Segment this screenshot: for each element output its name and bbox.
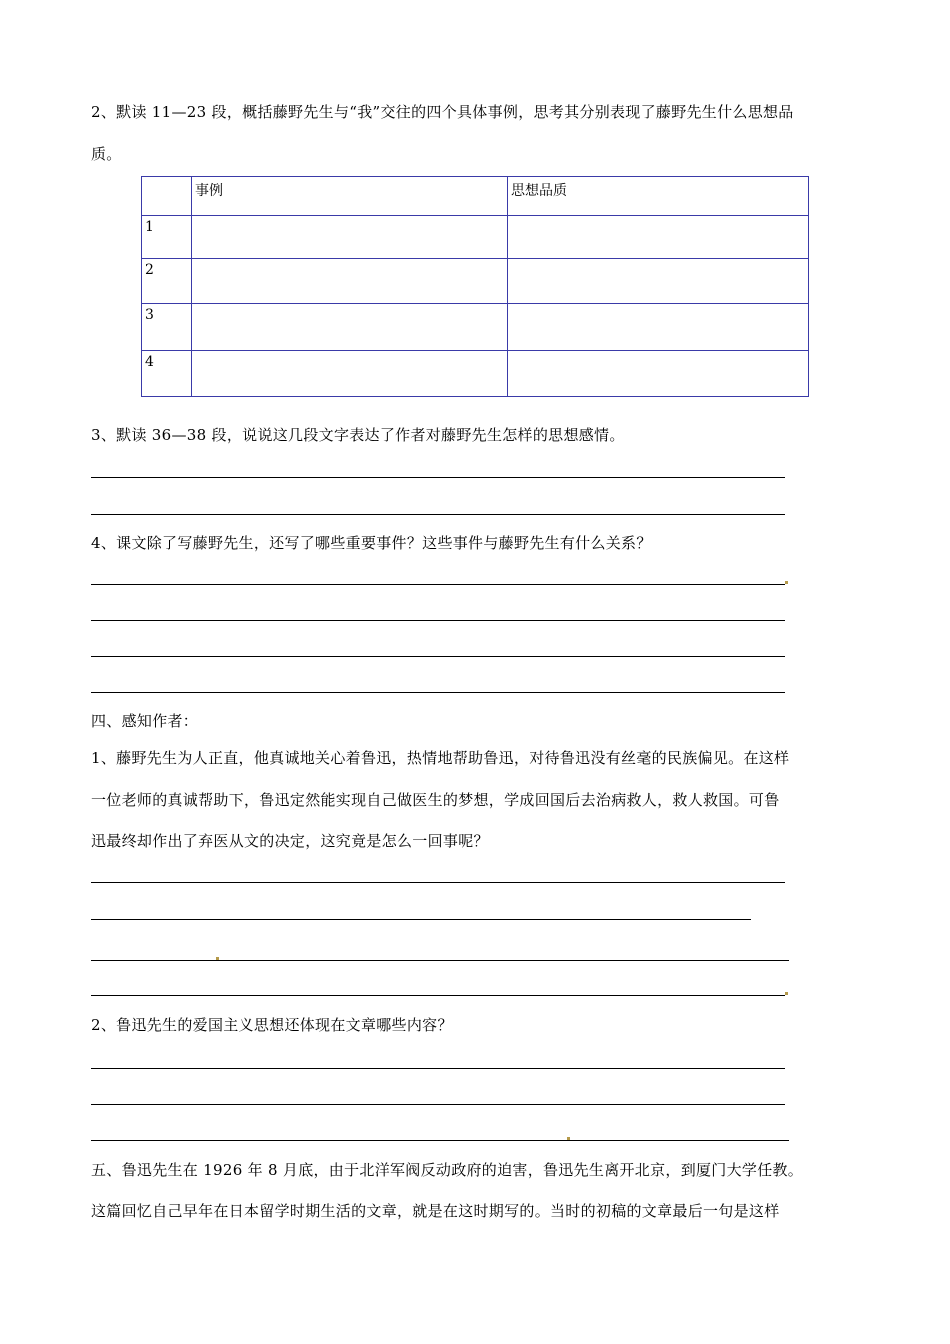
marker-dot <box>785 992 788 995</box>
table-cell-quality[interactable] <box>508 259 809 304</box>
answer-line[interactable] <box>91 1104 785 1105</box>
section4-title: 四、感知作者： <box>91 712 199 730</box>
answer-line[interactable] <box>91 919 751 920</box>
answer-line[interactable] <box>91 1140 789 1141</box>
answer-line[interactable] <box>91 514 785 515</box>
answer-line[interactable] <box>91 995 785 996</box>
table-cell-quality[interactable] <box>508 304 809 351</box>
q3-text: 3、默读 36—38 段，说说这几段文字表达了作者对藤野先生怎样的思想感情。 <box>91 426 625 444</box>
table-row <box>142 259 809 304</box>
table-cell-quality[interactable] <box>508 351 809 397</box>
table-cell-number: 2 <box>142 259 192 304</box>
answer-line[interactable] <box>91 882 785 883</box>
answer-line[interactable] <box>91 656 785 657</box>
marker-dot <box>567 1137 570 1140</box>
q2-text-line1: 2、默读 11—23 段，概括藤野先生与“我”交往的四个具体事例，思考其分别表现了藤野先生什么思想品 <box>91 103 794 121</box>
section4-item2: 2、鲁迅先生的爱国主义思想还体现在文章哪些内容？ <box>91 1016 453 1034</box>
table-cell-number: 3 <box>142 304 192 351</box>
table-header-row <box>142 177 809 216</box>
table-header-cell: 思想品质 <box>508 177 809 216</box>
section5-line2: 这篇回忆自己早年在日本留学时期生活的文章，就是在这时期写的。当时的初稿的文章最后一句是这样 <box>91 1202 780 1220</box>
answer-line[interactable] <box>91 960 789 961</box>
table-cell-example[interactable] <box>192 216 508 259</box>
answer-line[interactable] <box>91 1068 785 1069</box>
table-row <box>142 304 809 351</box>
marker-dot <box>785 581 788 584</box>
section4-item1-line3: 迅最终却作出了弃医从文的决定，这究竟是怎么一回事呢？ <box>91 832 489 850</box>
table-cell-quality[interactable] <box>508 216 809 259</box>
marker-dot <box>216 957 219 960</box>
table-cell-number: 1 <box>142 216 192 259</box>
table-header-cell: 事例 <box>192 177 508 216</box>
table-cell-example[interactable] <box>192 304 508 351</box>
answer-line[interactable] <box>91 477 785 478</box>
q2-answer-table <box>141 176 809 397</box>
answer-line[interactable] <box>91 620 785 621</box>
answer-line[interactable] <box>91 584 785 585</box>
table-cell-number: 4 <box>142 351 192 397</box>
section4-item1-line2: 一位老师的真诚帮助下，鲁迅定然能实现自己做医生的梦想，学成回国后去治病救人，救人救国。可鲁 <box>91 791 780 809</box>
table-row <box>142 216 809 259</box>
section4-item1-line1: 1、藤野先生为人正直，他真诚地关心着鲁迅，热情地帮助鲁迅，对待鲁迅没有丝毫的民族偏见。在这样 <box>91 749 790 767</box>
table-row <box>142 351 809 397</box>
section5-line1: 五、鲁迅先生在 1926 年 8 月底，由于北洋军阀反动政府的迫害，鲁迅先生离开北京，到厦门大学任教。 <box>91 1161 804 1179</box>
q4-text: 4、课文除了写藤野先生，还写了哪些重要事件？这些事件与藤野先生有什么关系？ <box>91 534 652 552</box>
q2-text-line2: 质。 <box>91 145 122 163</box>
answer-line[interactable] <box>91 692 785 693</box>
table-cell-example[interactable] <box>192 259 508 304</box>
table-cell-example[interactable] <box>192 351 508 397</box>
table-header-cell <box>142 177 192 216</box>
